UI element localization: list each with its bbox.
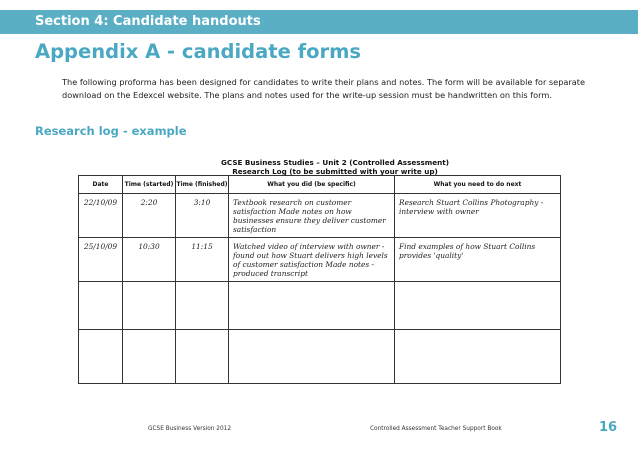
cell-what-you-did: Textbook research on customer satisfaction Made notes on how businesses ensure they deliver customer satisfaction <box>229 194 395 238</box>
column-header-time-finished: Time (finished) <box>176 176 229 194</box>
section-title: Section 4: Candidate handouts <box>35 14 261 29</box>
form-subtitle: Research Log (to be submitted with your write up) <box>232 167 438 176</box>
column-header-what-you-did: What you did (be specific) <box>229 176 395 194</box>
cell-time-started: 10:30 <box>123 238 176 282</box>
cell-time-started: 2:20 <box>123 194 176 238</box>
table-row-empty <box>79 330 561 384</box>
section-header-bar <box>0 10 638 34</box>
column-header-what-next: What you need to do next <box>395 176 561 194</box>
research-log-table <box>78 175 561 384</box>
cell-time-finished: 3:10 <box>176 194 229 238</box>
column-header-time-started: Time (started) <box>123 176 176 194</box>
cell-date: 25/10/09 <box>79 238 123 282</box>
section-subheading: Research log - example <box>35 124 187 138</box>
table-row-empty <box>79 282 561 330</box>
column-header-date: Date <box>79 176 123 194</box>
footer-right-text: Controlled Assessment Teacher Support Book <box>370 426 502 432</box>
cell-what-next: Find examples of how Stuart Collins provides 'quality' <box>395 238 561 282</box>
cell-what-next: Research Stuart Collins Photography - interview with owner <box>395 194 561 238</box>
cell-what-you-did: Watched video of interview with owner - found out how Stuart delivers high levels of customer satisfaction Made notes - produced transcript <box>229 238 395 282</box>
page-number: 16 <box>599 420 618 435</box>
intro-paragraph: The following proforma has been designed for candidates to write their plans and notes. The form will be available for separate download on the Edexcel website. The plans and notes used for the write-up session must be handwritten on this form. <box>62 77 586 100</box>
table-row <box>79 238 561 282</box>
form-title: GCSE Business Studies – Unit 2 (Controlled Assessment) <box>221 158 449 167</box>
table-row <box>79 194 561 238</box>
table-header-row <box>79 176 561 194</box>
footer-left-text: GCSE Business Version 2012 <box>148 426 232 432</box>
page-title: Appendix A - candidate forms <box>35 40 362 63</box>
cell-time-finished: 11:15 <box>176 238 229 282</box>
cell-date: 22/10/09 <box>79 194 123 238</box>
